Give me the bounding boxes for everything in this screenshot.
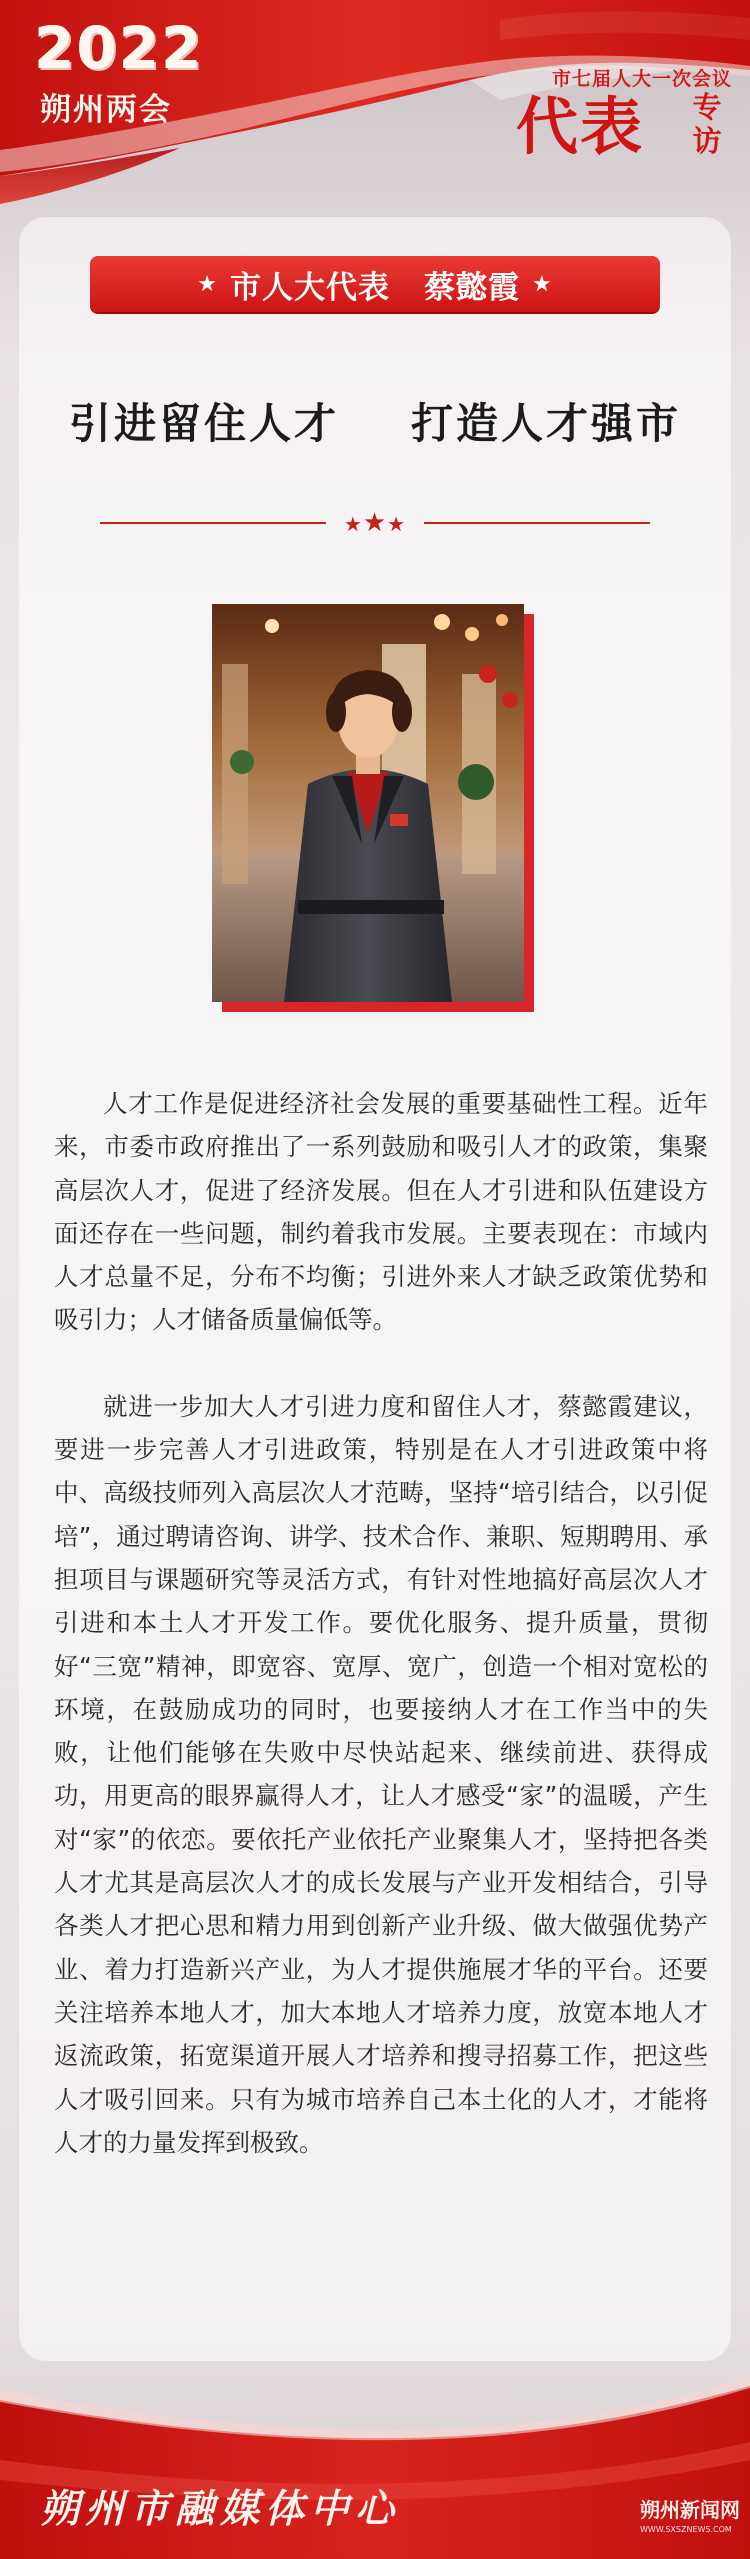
publisher-logo: 朔州市融媒体中心: [40, 2486, 401, 2532]
header: [0, 0, 750, 240]
star-icon: ★: [532, 271, 553, 297]
star-icon: ★: [197, 271, 218, 297]
series-tag: 专访: [692, 90, 722, 158]
headline-left: 引进留住人才: [68, 399, 339, 448]
series-title: 代表: [516, 90, 645, 163]
article-paragraph: 就进一步加大人才引进力度和留住人才，蔡懿霞建议，要进一步完善人才引进政策，特别是在人才引进政策中将中、高级技师列入高层次人才范畴，坚持“培引结合，以引促培”，通过聘请咨询、讲学、技术合作、兼职、短期聘用、承担项目与课题研究等灵活方式，有针对性地搞好高层次人才引进和本土人才开发工作。要优化服务、提升质量，贯彻好“三宽”精神，即宽容、宽厚、宽广，创造一个相对宽松的环境，在鼓励成功的同时，也要接纳人才在工作当中的失败，让他们能够在失败中尽快站起来、继续前进、获得成功，用更高的眼界赢得人才，让人才感受“家”的温暖，产生对“家”的依恋。要依托产业依托产业聚集人才，坚持把各类人才尤其是高层次人才的成长发展与产业开发相结合，引导各类人才把心思和精力用到创新产业升级、做大做强优势产业、着力打造新兴产业，为人才提供施展才华的平台。还要关注培养本地人才，加大本地人才培养力度，放宽本地人才返流政策，拓宽渠道开展人才培养和搜寻招募工作，把这些人才吸引回来。只有为城市培养自己本土化的人才，才能将人才的力量发挥到极致。: [54, 1391, 708, 2157]
news-site-logo: [640, 2494, 740, 2534]
banner-role: 市人大代表: [230, 269, 390, 306]
headline: [0, 392, 750, 456]
article-body: [54, 1082, 708, 2164]
stars-icon: ★★★: [343, 508, 407, 538]
divider-line: [424, 522, 650, 524]
banner-name: 蔡懿霞: [424, 269, 520, 306]
event-title: 朔州两会: [40, 92, 172, 128]
portrait-photo: [212, 604, 524, 1002]
divider-line: [100, 522, 326, 524]
year-title: 2022: [34, 14, 204, 82]
headline-right: 打造人才强市: [411, 399, 682, 448]
site-url: WWW.SXSZNEWS.COM: [640, 2525, 732, 2534]
name-banner: [90, 256, 660, 312]
divider: [100, 510, 650, 536]
article-paragraph: 人才工作是促进经济社会发展的重要基础性工程。近年来，市委市政府推出了一系列鼓励和吸引人才的政策，集聚高层次人才，促进了经济发展。但在人才引进和队伍建设方面还存在一些问题，制约着我市发展。主要表现在：市域内人才总量不足，分布不均衡；引进外来人才缺乏政策优势和吸引力；人才储备质量偏低等。: [54, 1089, 708, 1335]
series-subtitle: 市七届人大一次会议: [551, 68, 732, 90]
footer: [0, 2330, 750, 2559]
portrait-illustration: [212, 604, 524, 1002]
site-logo-text: 朔州新闻网: [640, 2498, 740, 2522]
